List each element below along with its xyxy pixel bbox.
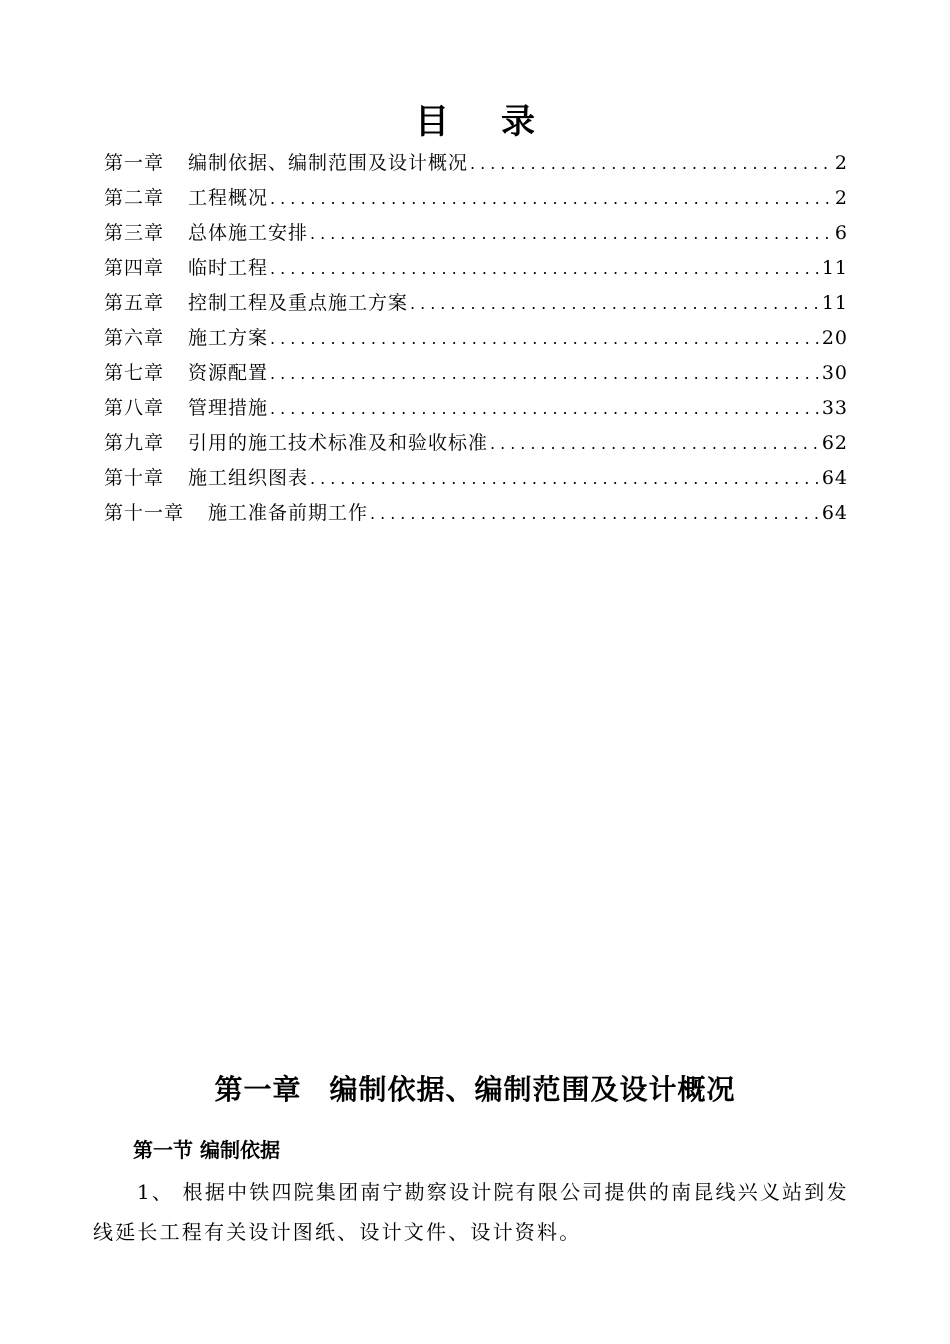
- toc-dot-leader: [308, 216, 833, 251]
- toc-entry-title: 编制依据、编制范围及设计概况: [188, 152, 469, 174]
- toc-chapter-number: 第十章: [104, 467, 165, 489]
- toc-dot-leader: [468, 146, 833, 181]
- chapter-number: 第一章: [214, 1073, 302, 1106]
- toc-page-number: 62: [821, 432, 848, 454]
- toc-dot-leader: [268, 251, 820, 286]
- toc-dot-leader: [268, 391, 820, 426]
- toc-entry-title: 总体施工安排: [188, 222, 309, 244]
- toc-chapter-number: 第十一章: [104, 502, 185, 524]
- toc-chapter-number: 第三章: [104, 222, 165, 244]
- toc-page-number: 20: [821, 327, 848, 349]
- toc-page-number: 64: [821, 467, 848, 489]
- toc-dot-leader: [488, 426, 820, 461]
- toc-dot-leader: [368, 496, 820, 531]
- toc-entry[interactable]: [104, 496, 848, 531]
- toc-title: 目录: [415, 102, 587, 142]
- toc-dot-leader: [408, 286, 820, 321]
- toc-entry-title: 施工组织图表: [188, 467, 309, 489]
- toc-entry[interactable]: [104, 426, 848, 461]
- toc-chapter-number: 第八章: [104, 397, 165, 419]
- toc-chapter-number: 第七章: [104, 362, 165, 384]
- toc-entry-title: 工程概况: [188, 187, 269, 209]
- toc-chapter-number: 第二章: [104, 187, 165, 209]
- toc-page-number: 11: [821, 257, 848, 279]
- toc-entry-title: 引用的施工技术标准及和验收标准: [188, 432, 489, 454]
- toc-entry-title: 临时工程: [188, 257, 269, 279]
- toc-dot-leader: [308, 461, 820, 496]
- toc-entry[interactable]: [104, 216, 848, 251]
- toc-entry-title: 施工方案: [188, 327, 269, 349]
- toc-entry[interactable]: [104, 251, 848, 286]
- toc-entry[interactable]: [104, 321, 848, 356]
- toc-dot-leader: [268, 181, 833, 216]
- toc-chapter-number: 第六章: [104, 327, 165, 349]
- toc-chapter-number: 第一章: [104, 152, 165, 174]
- toc-page-number: 11: [821, 292, 848, 314]
- toc-entry[interactable]: [104, 146, 848, 181]
- toc-entry[interactable]: [104, 356, 848, 391]
- toc-dot-leader: [268, 321, 820, 356]
- toc-page-number: 6: [834, 222, 848, 244]
- toc-entry-title: 施工准备前期工作: [208, 502, 369, 524]
- toc-page-number: 2: [834, 187, 848, 209]
- toc-page-number: 33: [821, 397, 848, 419]
- body-paragraph: 1、 根据中铁四院集团南宁勘察设计院有限公司提供的南昆线兴义站到发线延长工程有关设计图纸、设计文件、设计资料。: [93, 1180, 849, 1244]
- section-heading: 第一节 编制依据: [133, 1138, 280, 1162]
- toc-chapter-number: 第五章: [104, 292, 165, 314]
- toc-page-number: 2: [834, 152, 848, 174]
- chapter-heading: [0, 1068, 950, 1112]
- toc-page-number: 30: [821, 362, 848, 384]
- toc-list: [104, 146, 848, 531]
- toc-entry[interactable]: [104, 286, 848, 321]
- toc-entry-title: 控制工程及重点施工方案: [188, 292, 409, 314]
- toc-entry-title: 管理措施: [188, 397, 269, 419]
- toc-entry[interactable]: [104, 181, 848, 216]
- chapter-title: 编制依据、编制范围及设计概况: [329, 1073, 736, 1106]
- toc-entry-title: 资源配置: [188, 362, 269, 384]
- toc-chapter-number: 第九章: [104, 432, 165, 454]
- toc-chapter-number: 第四章: [104, 257, 165, 279]
- toc-entry[interactable]: [104, 391, 848, 426]
- toc-entry[interactable]: [104, 461, 848, 496]
- toc-page-number: 64: [821, 502, 848, 524]
- toc-dot-leader: [268, 356, 820, 391]
